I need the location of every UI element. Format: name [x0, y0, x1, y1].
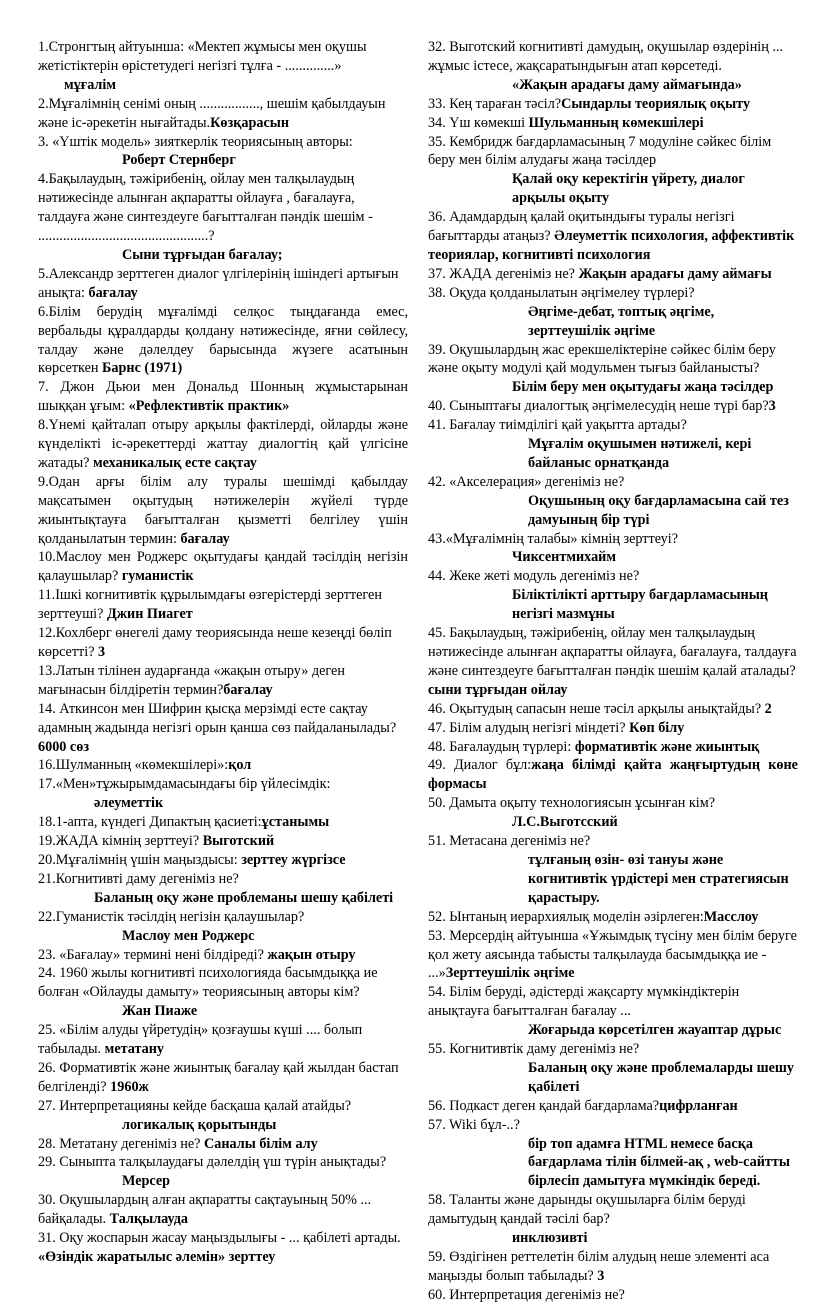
- inline-answer: сыни тұрғыдан ойлау: [428, 681, 568, 698]
- question-line: [38, 265, 408, 303]
- answer-text: Баланың оқу және проблемаларды шешу қабілеті: [528, 1059, 794, 1095]
- inline-answer: жаңа білімді қайта жаңғыртудың көне формасы: [428, 757, 798, 793]
- question-line: [38, 964, 408, 1002]
- question-line: [428, 567, 798, 586]
- question-line: [428, 38, 798, 76]
- question-line: [38, 170, 408, 246]
- answer-text: Роберт Стернберг: [122, 152, 236, 169]
- question-line: [38, 851, 408, 870]
- question-line: [38, 38, 408, 76]
- question-text: 27. Интерпретацияны кейде басқаша қалай атайды?: [38, 1097, 352, 1114]
- question-text: 36. Адамдардың қалай оқитындығы туралы негізгі бағыттарды атаңыз?: [428, 209, 735, 245]
- question-text: 2.Мұғалімнің сенімі оның ................., шешім қабылдауын және іс-әрекетін нығайтады.: [38, 95, 386, 131]
- answer-text: Мерсер: [122, 1173, 171, 1190]
- answer-text: Жан Пиаже: [122, 1003, 198, 1020]
- answer-line: [38, 1172, 408, 1191]
- question-text: 48. Бағалаудың түрлері:: [428, 738, 575, 755]
- question-line: [428, 114, 798, 133]
- answer-text: инклюзивті: [512, 1230, 588, 1247]
- question-line: [38, 908, 408, 927]
- inline-answer: Масслоу: [703, 908, 759, 925]
- answer-text: Біліктілікті арттыру бағдарламасының негізгі мазмұны: [512, 587, 768, 623]
- answer-line: [38, 246, 408, 265]
- question-text: 12.Кохлберг өнегелі даму теориясында неше кезеңді бөліп көрсетті?: [38, 625, 392, 660]
- inline-answer: механикалық есте сақтау: [93, 454, 257, 471]
- question-line: [428, 208, 798, 265]
- inline-answer: бағалау: [223, 681, 273, 698]
- inline-answer: гуманистік: [121, 568, 194, 585]
- question-text: 6.Білім берудің мұғалімді селқос тыңдағанда емес, вербальды құралдарды қолдану нәтижесінде, яғни сөйлесу, талдау және дәлелдеу барысында жүзеге асатынын көрсеткен: [38, 303, 408, 377]
- inline-answer: бағалау: [88, 284, 138, 301]
- answer-text: Білім беру мен оқытудағы жаңа тәсілдер: [512, 379, 774, 396]
- answer-text: тұлғаның өзін- өзі тануы және когнитивтік үрдістері мен стратегиясын қарастыру.: [528, 851, 789, 906]
- question-text: 31. Оқу жоспарын жасау маңыздылығы - ... қабілеті артады.: [38, 1230, 401, 1247]
- question-text: 54. Білім беруді, әдістерді жақсарту мүмкіндіктерін анықтауға бағытталған бағалау ...: [428, 984, 740, 1020]
- question-text: 9.Одан арғы білім алу туралы шешімді қабылдау мақсатымен оқытудың нәтижелерін жүйелі түрде жиынтықтауға бағытталған қызметті белгілеу үшін қолданылатын термин:: [38, 473, 408, 547]
- question-text: 44. Жеке жеті модуль дегеніміз не?: [428, 568, 640, 585]
- question-text: 35. Кембридж бағдарламасының 7 модуліне сәйкес білім беру мен білім алудағы жаңа тәсілдер: [428, 133, 772, 169]
- inline-answer: Әлеуметтік психология, аффективтік теориялар, когнитивті психология: [428, 228, 795, 263]
- inline-answer: Шульманның көмекшілері: [528, 114, 704, 131]
- inline-answer: Джин Пиагет: [106, 606, 193, 623]
- question-line: [38, 832, 408, 851]
- question-text: 19.ЖАДА кімнің зерттеуі?: [38, 833, 203, 850]
- question-line: [38, 870, 408, 889]
- inline-answer: «Рефлективтік практик»: [128, 398, 290, 415]
- answer-line: [428, 548, 798, 567]
- question-text: 10.Маслоу мен Роджерс оқытудағы қандай тәсілдің негізін қалаушылар?: [38, 549, 408, 585]
- question-text: 33. Кең тараған тәсіл?: [428, 95, 562, 112]
- question-line: [428, 397, 798, 416]
- question-line: [428, 133, 798, 171]
- answer-line: [428, 851, 798, 908]
- answer-text: Баланың оқу және проблеманы шешу қабілеті: [94, 889, 394, 906]
- answer-line: [38, 1002, 408, 1021]
- question-line: [38, 1097, 408, 1116]
- question-text: 39. Оқушылардың жас ерекшеліктеріне сәйкес білім беру және оқыту модулі қай модульмен тығыз байланысты?: [428, 341, 776, 377]
- question-line: [38, 133, 408, 152]
- answer-line: [38, 889, 408, 908]
- question-text: 7. Джон Дьюи мен Дональд Шонның жұмыстарынан шыққан ұғым:: [38, 379, 408, 415]
- question-text: 40. Сыныптағы диалогтық әңгімелесудің неше түрі бар?: [428, 398, 769, 415]
- inline-answer: 6000 сөз: [38, 738, 90, 755]
- question-line: [38, 378, 408, 416]
- inline-answer: метатану: [104, 1041, 164, 1058]
- question-text: 3. «Үштік модель» зияткерлік теориясының авторы:: [38, 133, 353, 150]
- answer-line: [428, 586, 798, 624]
- question-text: 26. Формативтік және жиынтық бағалау қай жылдан бастап белгіленді?: [38, 1059, 399, 1095]
- question-text: 38. Оқуда қолданылатын әңгімелеу түрлері?: [428, 284, 695, 301]
- question-line: [38, 586, 408, 624]
- answer-text: Әңгіме-дебат, топтық әңгіме, зерттеушілік әңгіме: [528, 303, 715, 339]
- inline-answer: 1960ж: [110, 1078, 149, 1095]
- question-text: 34. Үш көмекші: [428, 114, 529, 131]
- question-text: 52. Ынтаның иерархиялық моделін әзірлеген:: [428, 908, 704, 925]
- question-line: [428, 1116, 798, 1135]
- question-line: [428, 473, 798, 492]
- answer-text: Қалай оқу керектігін үйрету, диалог арқылы оқыту: [512, 171, 745, 207]
- answer-line: [428, 492, 798, 530]
- question-line: [428, 1097, 798, 1116]
- answer-text: Оқушының оқу бағдарламасына сай тез дамуының бір түрі: [528, 492, 789, 528]
- question-text: 13.Латын тілінен аударғанда «жақын отыру» деген мағынасын білдіретін термин?: [38, 662, 345, 698]
- answer-text: логикалық қорытынды: [122, 1116, 277, 1133]
- inline-answer: цифрланған: [659, 1097, 738, 1114]
- question-line: [428, 265, 798, 284]
- question-line: [428, 624, 798, 700]
- inline-answer: 3: [98, 644, 106, 660]
- question-text: 57. Wiki бұл-..?: [428, 1116, 520, 1133]
- answer-text: әлеуметтік: [94, 795, 164, 812]
- question-text: 59. Өздігінен реттелетін білім алудың неше элементі аса маңызды болып табылады?: [428, 1249, 770, 1284]
- question-line: [428, 700, 798, 719]
- right-text-column: [428, 38, 798, 1305]
- inline-answer: Зерттеушілік әңгіме: [445, 965, 575, 982]
- question-line: [428, 983, 798, 1021]
- answer-text: Жоғарыда көрсетілген жауаптар дұрыс: [528, 1022, 782, 1039]
- question-line: [428, 719, 798, 738]
- question-line: [428, 95, 798, 114]
- question-text: 1.Стронгтың айтуынша: «Мектеп жұмысы мен оқушы жетістіктерін өрістетудегі негізгі тұлға - ..............»: [38, 39, 367, 74]
- answer-line: [428, 170, 798, 208]
- question-line: [428, 927, 798, 984]
- answer-text: «Жақын арадағы даму аймағында»: [512, 76, 742, 93]
- question-line: [38, 813, 408, 832]
- question-text: 21.Когнитивті даму дегеніміз не?: [38, 870, 239, 887]
- answer-line: [38, 151, 408, 170]
- question-text: 24. 1960 жылы когнитивті психологияда басымдыққа ие болған «Ойлауды дамыту» теориясының авторы кім?: [38, 965, 378, 1001]
- answer-line: [38, 794, 408, 813]
- answer-line: [428, 1229, 798, 1248]
- two-column-layout: [38, 38, 805, 1305]
- inline-answer: бағалау: [180, 530, 230, 547]
- question-text: 23. «Бағалау» термині нені білдіреді?: [38, 946, 268, 963]
- inline-answer: Сындарлы теориялық оқыту: [561, 95, 751, 112]
- answer-line: [38, 1116, 408, 1135]
- question-text: 46. Оқытудың сапасын неше тәсіл арқылы анықтайды?: [428, 700, 765, 717]
- answer-text: мұғалім: [64, 76, 116, 93]
- inline-answer: «Өзіндік жаратылыс әлемін» зерттеу: [38, 1249, 276, 1265]
- question-line: [428, 416, 798, 435]
- question-line: [38, 416, 408, 473]
- question-text: 55. Когнитивтік даму дегеніміз не?: [428, 1041, 640, 1058]
- question-line: [428, 530, 798, 549]
- question-text: 43.«Мұғалімнің талабы» кімнің зерттеуі?: [428, 530, 678, 547]
- question-text: 50. Дамыта оқыту технологиясын ұсынған кім?: [428, 795, 716, 812]
- inline-answer: формативтік және жиынтық: [574, 738, 760, 755]
- answer-text: Сыни тұрғыдан бағалау;: [122, 246, 283, 263]
- question-line: [428, 738, 798, 757]
- answer-text: Мұғалім оқушымен нәтижелі, кері байланыс орнатқанда: [528, 436, 752, 471]
- question-text: 45. Бақылаудың, тәжірибенің, ойлау мен талқылаудың нәтижесінде алынған ақпаратты ойлауға, бағалауға, талдауға және синтездеуге бағытталған пәндік шешім қалай аталады?: [428, 625, 797, 679]
- question-text: 22.Гуманистік тәсілдің негізін қалаушылар?: [38, 908, 305, 925]
- question-line: [38, 1191, 408, 1229]
- question-line: [428, 908, 798, 927]
- inline-answer: Выготский: [202, 833, 275, 850]
- inline-answer: ұстанымы: [261, 814, 330, 831]
- answer-text: бір топ адамға HTML немесе басқа бағдарлама тілін білмей-ақ , web-сайтты бірлесіп дамытуға мүмкіндік береді.: [528, 1135, 790, 1190]
- question-text: 30. Оқушылардың алған ақпаратты сақтауының 50% ... байқалады.: [38, 1192, 372, 1228]
- answer-line: [38, 76, 408, 95]
- inline-answer: қол: [228, 757, 252, 774]
- question-line: [38, 548, 408, 586]
- inline-answer: Барнс (1971): [102, 360, 183, 377]
- left-text-column: [38, 38, 408, 1267]
- question-line: [38, 756, 408, 775]
- inline-answer: Жақын арадағы даму аймағы: [578, 265, 772, 282]
- question-line: [428, 341, 798, 379]
- question-text: 29. Сыныпта талқылаудағы дәлелдің үш түрін анықтады?: [38, 1154, 387, 1171]
- question-text: 28. Метатану дегеніміз не?: [38, 1135, 204, 1152]
- answer-text: Чиксентмихайм: [512, 549, 616, 566]
- question-line: [428, 756, 798, 794]
- question-text: 56. Подкаст деген қандай бағдарлама?: [428, 1097, 660, 1114]
- question-text: 49. Диалог бұл:: [428, 757, 532, 774]
- answer-line: [428, 813, 798, 832]
- question-text: 42. «Акселерация» дегеніміз не?: [428, 473, 625, 490]
- answer-line: [428, 1135, 798, 1192]
- question-text: 16.Шулманның «көмекшілері»:: [38, 757, 229, 774]
- answer-text: Л.С.Выготсский: [512, 814, 618, 831]
- inline-answer: зерттеу жүргізсе: [241, 851, 346, 868]
- question-line: [38, 1059, 408, 1097]
- question-line: [38, 1021, 408, 1059]
- answer-text: Маслоу мен Роджерс: [122, 927, 255, 944]
- question-line: [428, 284, 798, 303]
- question-text: 17.«Мен»тұжырымдамасындағы бір үйлесімдік:: [38, 776, 331, 793]
- answer-line: [428, 435, 798, 473]
- question-text: 37. ЖАДА дегеніміз не?: [428, 265, 579, 282]
- question-line: [38, 303, 408, 379]
- question-line: [428, 1286, 798, 1305]
- question-text: 14. Аткинсон мен Шифрин қысқа мерзімді есте сақтау адамның жадында негізгі орын қанша сөз пайдаланылады?: [38, 700, 397, 736]
- question-line: [38, 775, 408, 794]
- question-text: 60. Интерпретация дегеніміз не?: [428, 1286, 625, 1303]
- question-line: [38, 700, 408, 757]
- question-text: 8.Үнемі қайталап отыру арқылы фактілерді, ойларды және күнделікті іс-әрекеттерді жаттау диалогтің қай үлгісіне жатады?: [38, 417, 408, 471]
- question-line: [38, 473, 408, 549]
- question-text: 47. Білім алудың негізгі міндеті?: [428, 719, 630, 736]
- question-text: 58. Таланты және дарынды оқушыларға білім беруді дамытудың қандай тәсілі бар?: [428, 1192, 746, 1228]
- question-text: 32. Выготский когнитивті дамудың, оқушылар өздерінің ... жұмыс істесе, жақсаратындығын атап көрсетеді.: [428, 39, 784, 74]
- question-text: 41. Бағалау тиімділігі қай уақытта артады?: [428, 417, 687, 434]
- question-line: [38, 95, 408, 133]
- question-line: [428, 794, 798, 813]
- question-line: [428, 1040, 798, 1059]
- question-text: 53. Мерсердің айтуынша «Ұжымдық түсіну мен білім беруге қол жету аясында табысты талқылауда басымдыққа ие - ...»: [428, 927, 797, 982]
- question-line: [428, 1248, 798, 1286]
- question-line: [428, 832, 798, 851]
- answer-line: [428, 1059, 798, 1097]
- inline-answer: Көзқарасын: [210, 114, 289, 131]
- inline-answer: Саналы білім алу: [204, 1135, 318, 1152]
- question-line: [428, 1191, 798, 1229]
- answer-line: [428, 1021, 798, 1040]
- question-line: [38, 946, 408, 965]
- inline-answer: 3: [768, 398, 776, 415]
- answer-line: [428, 76, 798, 95]
- inline-answer: 2: [764, 700, 772, 717]
- inline-answer: 3: [597, 1267, 605, 1284]
- question-text: 18.1-апта, күндегі Дипактың қасиеті:: [38, 814, 262, 831]
- question-line: [38, 1135, 408, 1154]
- answer-line: [38, 927, 408, 946]
- question-line: [38, 624, 408, 662]
- question-text: 20.Мұғалімнің үшін маңыздысы:: [38, 851, 242, 868]
- answer-line: [428, 303, 798, 341]
- inline-answer: Көп білу: [629, 719, 685, 736]
- question-text: 11.Ішкі когнитивтік құрылымдағы өзгерістерді зерттеген зерттеуші?: [38, 587, 382, 623]
- inline-answer: Талқылауда: [109, 1211, 188, 1228]
- question-line: [38, 1229, 408, 1267]
- answer-line: [428, 378, 798, 397]
- question-text: 4.Бақылаудың, тәжірибенің, ойлау мен талқылаудың нәтижесінде алынған ақпаратты ойлауға , бағалауға, талдауға және синтездеуге бағытталған пәндік шешім - ................................................?: [38, 171, 373, 245]
- question-text: 5.Александр зерттеген диалог үлгілерінің ішіндегі артығын анықта:: [38, 265, 399, 301]
- question-text: 51. Метасана дегеніміз не?: [428, 833, 591, 850]
- question-line: [38, 662, 408, 700]
- question-text: 25. «Білім алуды үйретудің» қозғаушы күші .... болып табылады.: [38, 1022, 363, 1058]
- inline-answer: жақын отыру: [267, 946, 356, 963]
